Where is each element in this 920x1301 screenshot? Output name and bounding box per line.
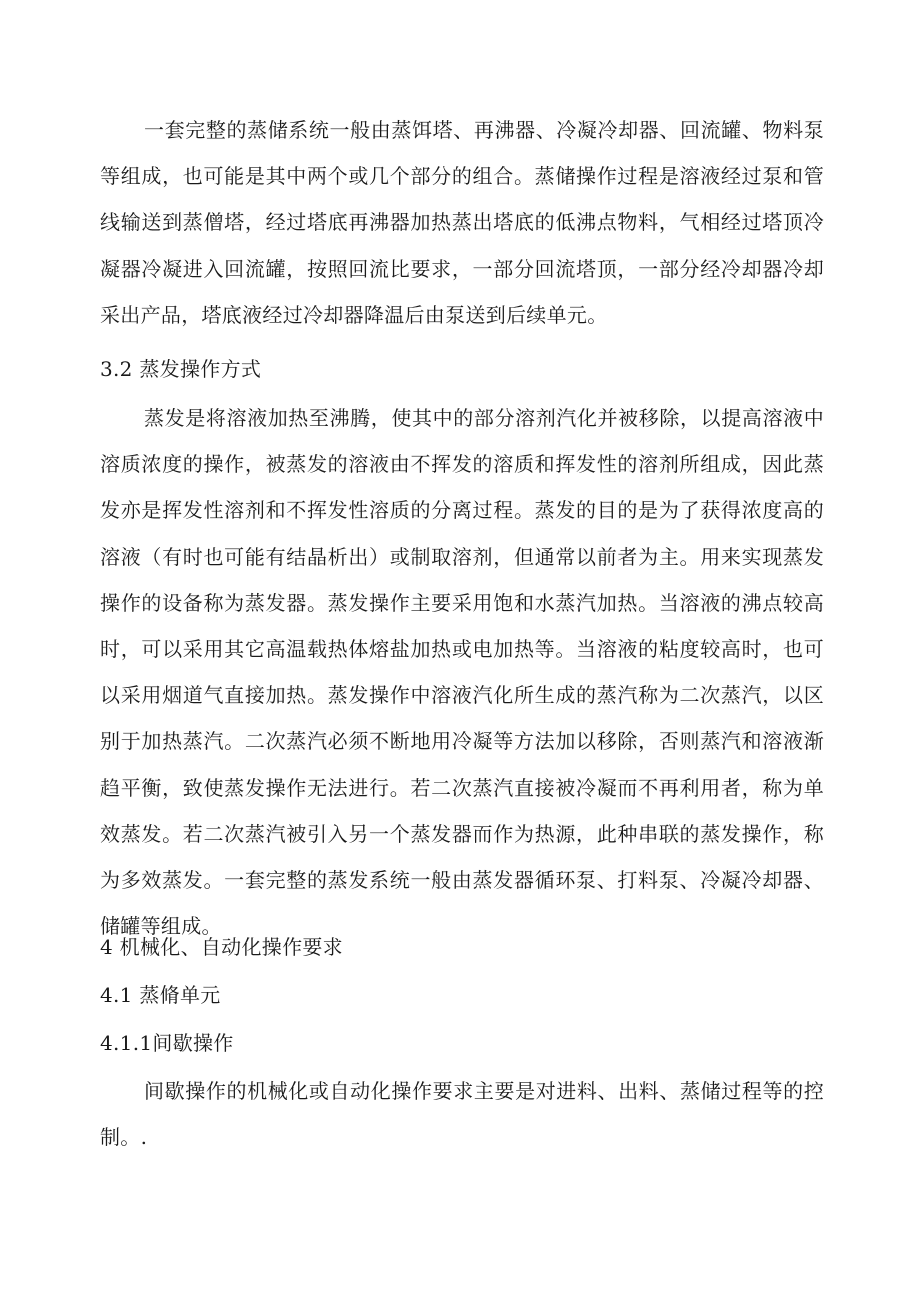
paragraph-evaporation: 蒸发是将溶液加热至沸腾，使其中的部分溶剂汽化并被移除，以提高溶液中溶质浓度的操作，被蒸发的溶液由不挥发的溶质和挥发性的溶剂所组成，因此蒸发亦是挥发性溶剂和不挥发性溶质的分离过程。蒸发的目的是为了获得浓度高的溶液（有时也可能有结晶析出）或制取溶剂，但通常以前者为主。用来实现蒸发操作的设备称为蒸发器。蒸发操作主要采用饱和水蒸汽加热。当溶液的沸点较高时，可以采用其它高温载热体熔盐加热或电加热等。当溶液的粘度较高时，也可以采用烟道气直接加热。蒸发操作中溶液汽化所生成的蒸汽称为二次蒸汽，以区别于加热蒸汽。二次蒸汽必须不断地用冷凝等方法加以移除，否则蒸汽和溶液渐趋平衡，致使蒸发操作无法进行。若二次蒸汽直接被冷凝而不再利用者，称为单效蒸发。若二次蒸汽被引入另一个蒸发器而作为热源，此种串联的蒸发操作，称为多效蒸发。一套完整的蒸发系统一般由蒸发器循环泵、打料泵、冷凝冷却器、储罐等组成。 bbox=[100, 406, 824, 939]
heading-4-1: 4.1 蒸脩单元 bbox=[100, 983, 221, 1007]
paragraph-distillation-system: 一套完整的蒸储系统一般由蒸饵塔、再沸器、冷凝冷却器、回流罐、物料泵等组成，也可能是其中两个或几个部分的组合。蒸储操作过程是溶液经过泵和管线输送到蒸僧塔，经过塔底再沸器加热蒸出塔底的低沸点物料，气相经过塔顶冷凝器冷凝进入回流罐，按照回流比要求，一部分回流塔顶，一部分经冷却器冷却采出产品，塔底液经过冷却器降温后由泵送到后续单元。 bbox=[100, 118, 824, 327]
heading-4: 4 机械化、自动化操作要求 bbox=[100, 935, 343, 959]
heading-4-1-1: 4.1.1间歇操作 bbox=[100, 1031, 234, 1055]
heading-3-2: 3.2 蒸发操作方式 bbox=[100, 357, 262, 381]
paragraph-batch-operation: 间歇操作的机械化或自动化操作要求主要是对进料、出料、蒸储过程等的控制。. bbox=[100, 1079, 824, 1150]
